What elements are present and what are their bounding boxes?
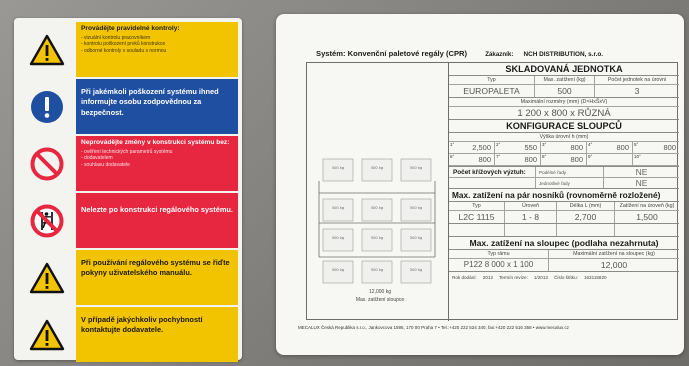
rack-data-plate: [276, 14, 684, 355]
max-load-value: 500: [535, 85, 595, 97]
table-row: [449, 211, 679, 224]
pallet-load-label: 500 kg: [331, 236, 345, 240]
beam-col-length: Délka L (mm): [557, 202, 615, 210]
beam-col-type: Typ: [449, 202, 505, 210]
level-height-cell: 8° 800: [541, 154, 587, 166]
info-exclamation-icon: [18, 79, 76, 134]
cross-long-label: Podélné řady: [535, 167, 603, 177]
pallet-load-label: 500 kg: [409, 236, 423, 240]
col-units-per-level-header: Počet jednotek na úrovni: [607, 77, 667, 83]
max-per-column-value: 12,000: [600, 260, 628, 270]
cross-single-label: Jednotlivé řady: [535, 178, 603, 188]
sign-item: - vizuální kontrolu pracovníkem: [81, 34, 151, 41]
warning-triangle-icon: [18, 250, 76, 305]
sign-text-no-climbing: [76, 193, 238, 248]
no-climbing-icon: [18, 193, 76, 248]
max-per-column-header: Maximální zatížení na sloupec (kg): [573, 251, 655, 257]
year-label: Rok dodání:: [452, 274, 477, 280]
dims-value: 1 200 x 800 x RŮZNÁ: [449, 107, 679, 120]
plate-header: [316, 49, 689, 58]
year-value: 2012: [482, 274, 494, 280]
pallet-load-label: 500 kg: [331, 166, 345, 170]
pallet-load-label: 500 kg: [409, 268, 423, 272]
units-per-level-value: 3: [634, 86, 640, 96]
safety-instructions-sign: [14, 18, 242, 360]
revision-label: Termín revize:: [499, 274, 528, 280]
revision-value: 1/2013: [533, 274, 548, 280]
rack-caption-load: 12,000 kg: [369, 289, 391, 295]
beam-level-value: 1 - 8: [505, 211, 557, 223]
column-load-headers: [449, 250, 679, 259]
sign-row-no-modifications: [18, 136, 238, 191]
beam-load-headers: [449, 202, 679, 211]
pallet-load-label: 500 kg: [409, 206, 423, 210]
level-height-cell: 4° 800: [587, 142, 633, 154]
sign-row-inspections: [18, 22, 238, 77]
table-row-empty: [449, 224, 679, 237]
serial-value: 163115820: [583, 274, 607, 280]
pallet-load-label: 500 kg: [370, 166, 384, 170]
rack-drawing-panel: [307, 63, 449, 321]
sign-text-user-manual: [76, 250, 238, 305]
sign-text-inspections: [76, 22, 238, 77]
col-max-load-header: Max. zatížení (kg): [535, 76, 595, 84]
level-height-cell: 10°: [633, 154, 679, 166]
sign-item: - odborné kontroly v souladu s normou: [81, 47, 167, 54]
sign-row-user-manual: [18, 250, 238, 305]
type-value: EUROPALETA: [449, 85, 535, 97]
cross-single-value: NE: [603, 178, 679, 188]
beam-col-level: Úroveň: [505, 202, 557, 210]
sign-row-contact-supplier: [18, 307, 238, 362]
pallet-load-label: 500 kg: [370, 206, 384, 210]
beam-load-value: 1,500: [636, 212, 658, 222]
frame-type-value: P122 8 000 x 1 100: [449, 259, 549, 271]
level-height-cell: 9°: [587, 154, 633, 166]
sign-title: Při používání regálového systému se řiďte pokyny uživatelského manuálu.: [81, 258, 230, 278]
cross-bracing-single-row: [449, 178, 679, 189]
column-load-title: Max. zatížení na sloupec (podlaha nezahrnuta): [449, 237, 679, 250]
plate-footer-meta: [449, 272, 679, 282]
pallet-load-label: 500 kg: [370, 268, 384, 272]
frame-type-header: Typ rámu: [449, 250, 549, 258]
prohibited-icon: [18, 136, 76, 191]
sign-item: - souhlasu dodavatele: [81, 161, 130, 168]
beam-type-value: L2C 1115: [449, 211, 505, 223]
level-heights-grid: [449, 142, 679, 167]
sign-text-report-damage: [76, 79, 238, 134]
stored-unit-title: SKLADOVANÁ JEDNOTKA: [449, 63, 679, 76]
col-type-header: Typ: [449, 76, 535, 84]
cross-bracing-long-row: [449, 167, 679, 178]
sign-text-contact-supplier: [76, 307, 238, 362]
pallet-load-label: 500 kg: [370, 236, 384, 240]
sign-item: - kontrolu poškození prvků konstrukce: [81, 41, 166, 48]
level-height-cell: 1° 2,500: [449, 142, 495, 154]
serial-label: Číslo štítku:: [553, 274, 578, 280]
column-load-values: [449, 259, 679, 272]
customer-label: Zákazník:: [485, 51, 514, 58]
pallet-load-label: 500 kg: [331, 268, 345, 272]
warning-triangle-icon: [18, 22, 76, 77]
plate-grid: [306, 62, 678, 320]
sign-title: Provádějte pravidelné kontroly:: [81, 25, 180, 32]
sign-title: V případě jakýchkoliv pochybností kontaktujte dodavatele.: [81, 315, 203, 335]
beam-length-value: 2,700: [557, 211, 615, 223]
sign-title: Nelezte po konstrukci regálového systému.: [81, 205, 233, 214]
sign-item: - ověření technických parametrů systému: [81, 148, 173, 155]
level-height-cell: 3° 800: [541, 142, 587, 154]
pallet-load-label: 500 kg: [409, 166, 423, 170]
cross-bracing-label: Počet křížových výztuh:: [453, 168, 526, 176]
sign-row-no-climbing: [18, 193, 238, 248]
stored-unit-values: [449, 85, 679, 98]
level-height-cell: 7° 800: [495, 154, 541, 166]
dims-label: Maximální rozměry (mm) (D×HxŠxV): [449, 98, 679, 107]
level-height-cell: 2° 550: [495, 142, 541, 154]
level-height-cell: 5° 800: [633, 142, 679, 154]
sign-item: - dodavatelem: [81, 155, 113, 162]
sign-title: Při jakémkoli poškození systému ihned informujte osobu zodpovědnou za bezpečnost.: [81, 87, 219, 117]
rack-caption-label: Max. zatížení sloupce: [355, 297, 405, 303]
warning-triangle-icon: [18, 307, 76, 362]
beam-load-title: Max. zatížení na pár nosníků (rovnoměrně rozložené): [449, 189, 679, 202]
stored-unit-headers: [449, 76, 679, 85]
height-label: Výška úrovní h (mm): [449, 133, 679, 142]
specs-panel: [449, 63, 679, 321]
cross-long-value: NE: [603, 167, 679, 177]
sign-title: Neprovádějte změny v konstrukci systému bez:: [81, 139, 230, 146]
sign-text-no-modifications: [76, 136, 238, 191]
level-height-cell: 6° 800: [449, 154, 495, 166]
pallet-load-label: 500 kg: [331, 206, 345, 210]
system-label: Systém: Konvenční paletové regály (CPR): [316, 49, 468, 58]
column-config-title: KONFIGURACE SLOUPCŮ: [449, 120, 679, 133]
manufacturer-line: MECALUX Česká Republika s.r.o., Jankovcova 1595, 170 00 Praha 7 • Tel.:+420 222 524 340, fax:+420 222 516 358 • www.mecalux.cz: [298, 325, 569, 330]
customer-value: NCH DISTRIBUTION, s.r.o.: [523, 51, 604, 58]
sign-row-report-damage: [18, 79, 238, 134]
rack-elevation-drawing: [313, 71, 443, 286]
beam-col-load: Zatížení na úroveň (kg): [619, 203, 675, 209]
